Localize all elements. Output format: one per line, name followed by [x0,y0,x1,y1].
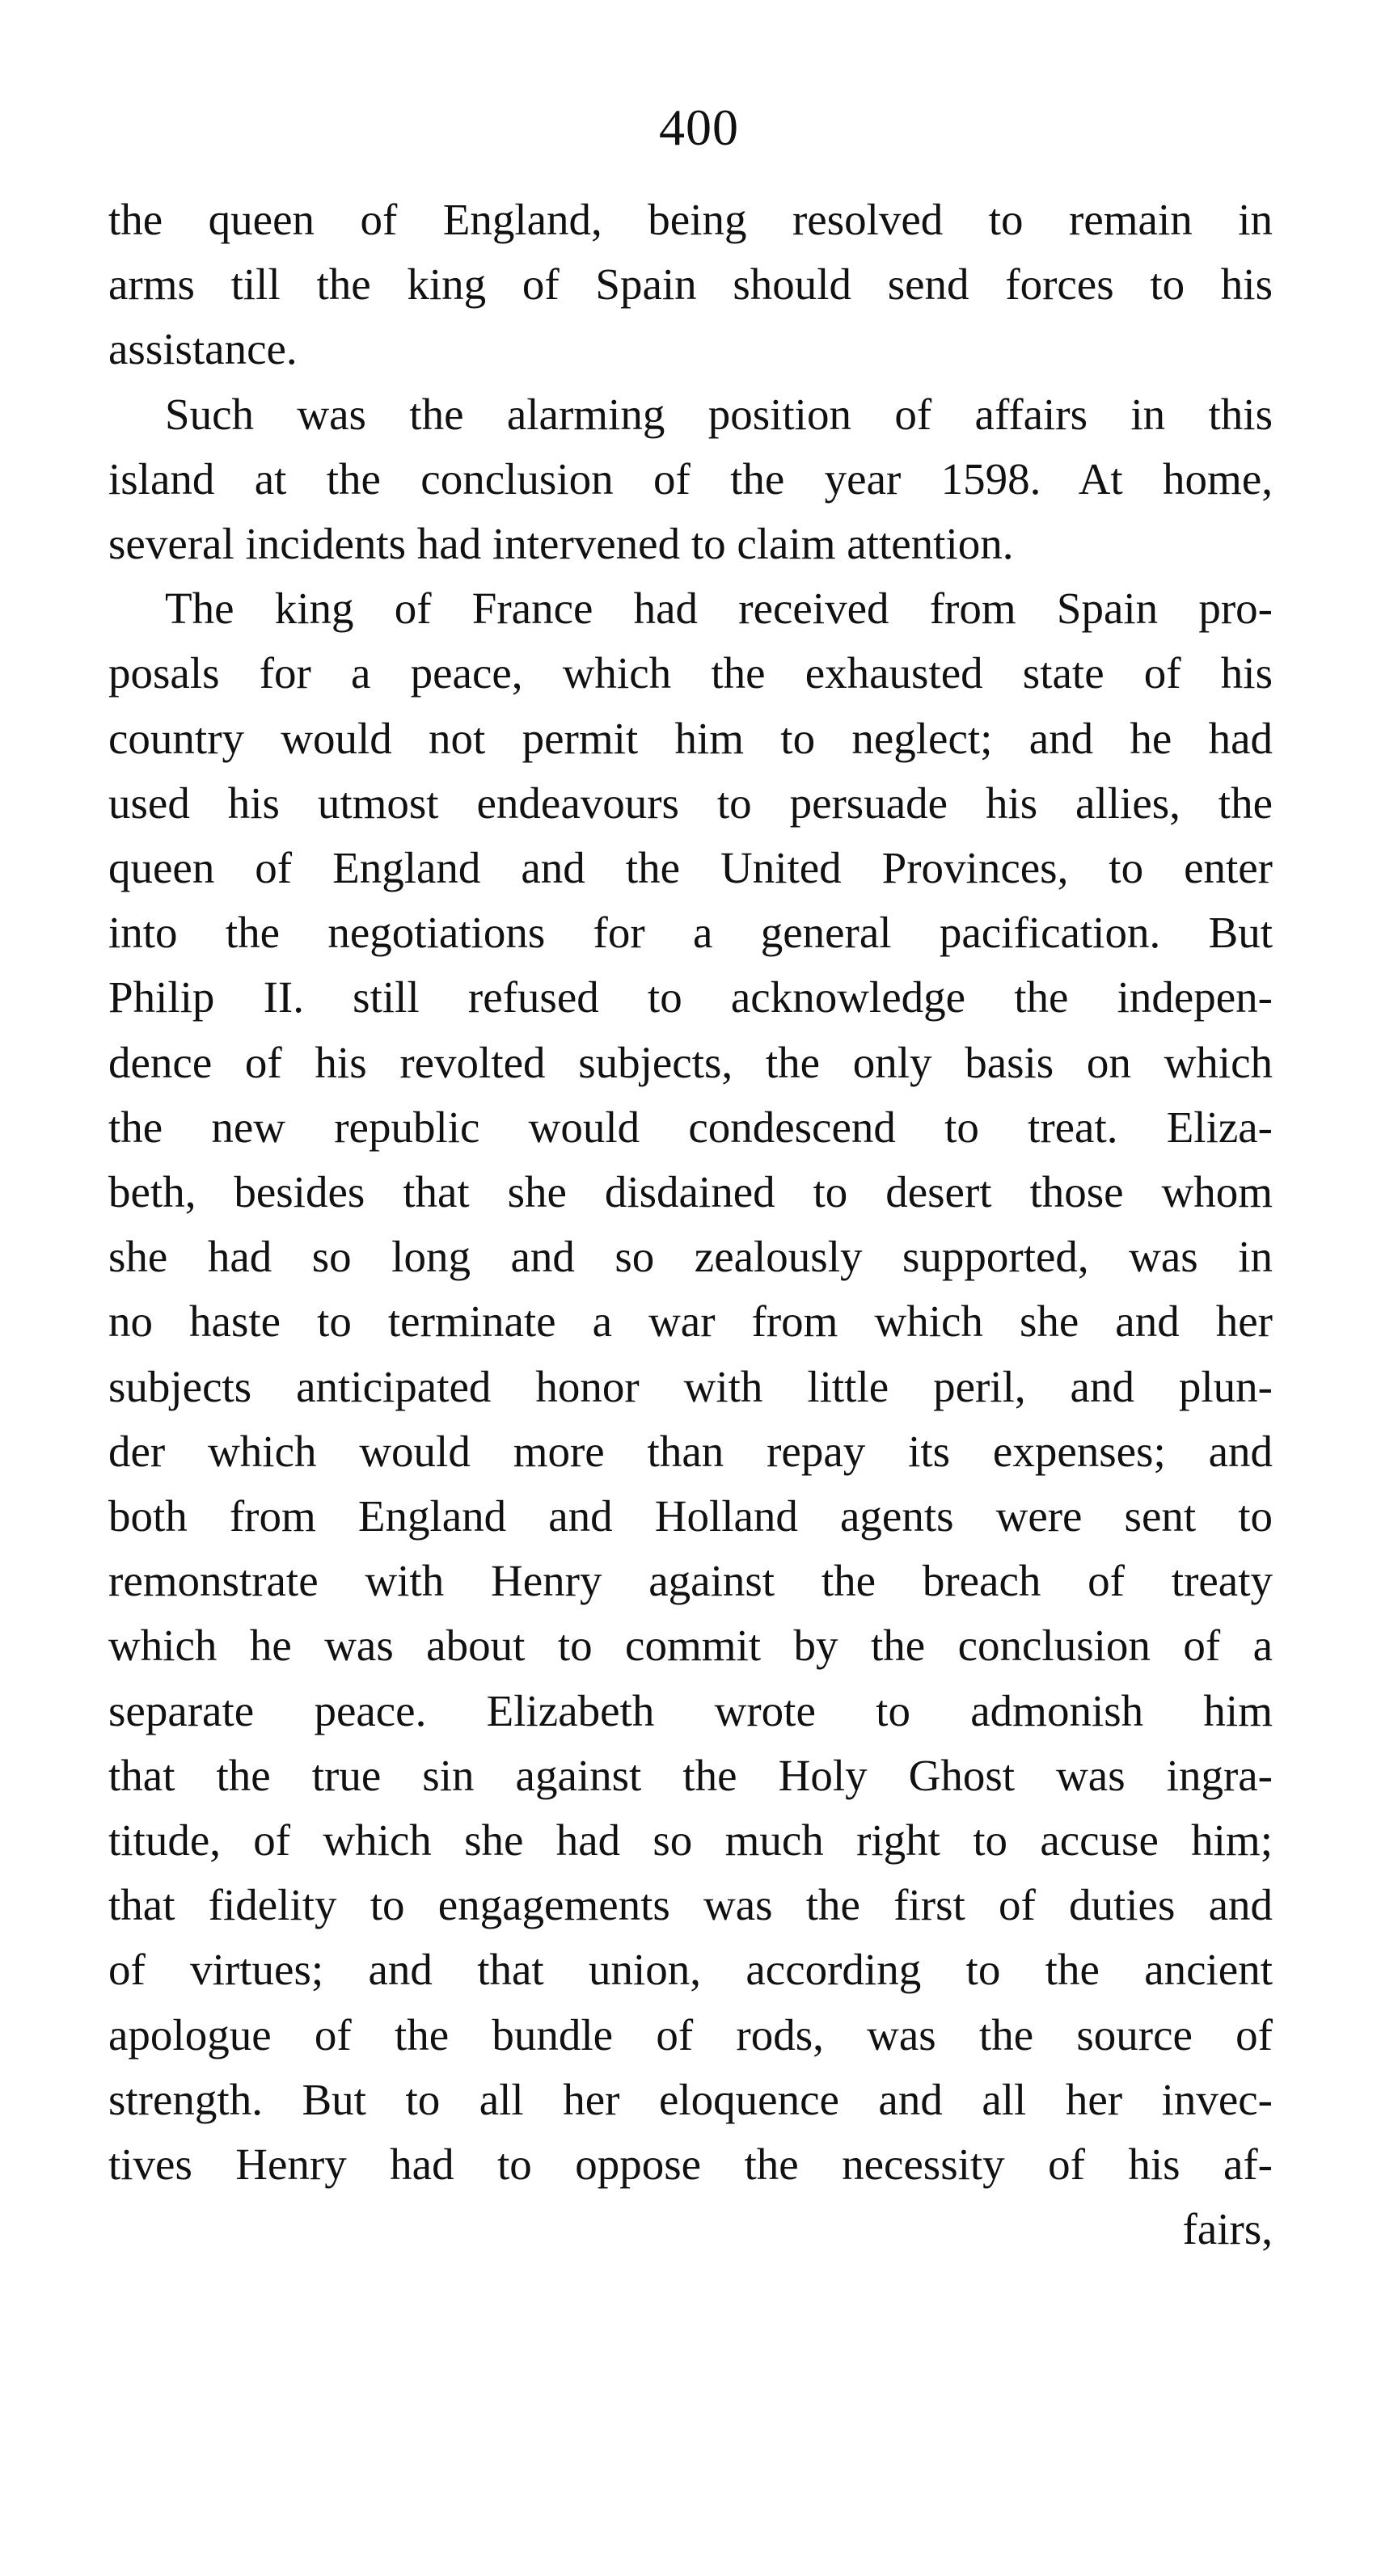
body-text [108,188,1273,2262]
text-line: remonstrate with Henry against the breach of treaty [108,1556,1273,1606]
text-line: beth, besides that she disdained to desert those whom [108,1167,1273,1217]
text-line: apologue of the bundle of rods, was the source of [108,2009,1273,2060]
text-line: titude, of which she had so much right to accuse him; [108,1815,1273,1866]
text-line: the new republic would condescend to treat. Eliza- [108,1102,1273,1152]
text-line: several incidents had intervened to claim attention. [108,519,1014,569]
text-line: that the true sin against the Holy Ghost was ingra- [108,1750,1273,1800]
text-line: tives Henry had to oppose the necessity of his af- [108,2140,1273,2190]
text-line: Such was the alarming position of affairs in this [165,389,1273,439]
text-line: assistance. [108,324,298,374]
text-line: which he was about to commit by the conclusion of a [108,1621,1273,1671]
paragraph [108,382,1273,577]
text-line: used his utmost endeavours to persuade his allies, the [108,778,1273,828]
text-line: The king of France had received from Spain pro- [165,584,1273,634]
text-line: posals for a peace, which the exhausted state of his [108,648,1273,698]
text-line: der which would more than repay its expenses; and [108,1426,1273,1476]
catchword: fairs, [1182,2204,1273,2254]
text-line: country would not permit him to neglect; and he had [108,713,1273,763]
page-number: 400 [659,99,739,156]
text-line: island at the conclusion of the year 1598. At home, [108,453,1273,504]
text-line: that fidelity to engagements was the first of duties and [108,1880,1273,1930]
paragraph [108,188,1273,382]
text-line: Philip II. still refused to acknowledge the indepen- [108,972,1273,1022]
text-line: queen of England and the United Provinces, to enter [108,843,1273,893]
text-line: into the negotiations for a general pacification. But [108,908,1273,958]
text-line: both from England and Holland agents were sent to [108,1491,1273,1541]
text-line: the queen of England, being resolved to remain in [108,195,1273,244]
text-line: subjects anticipated honor with little peril, and plun- [108,1361,1273,1411]
text-line: of virtues; and that union, according to the ancient [108,1945,1273,1995]
text-line: no haste to terminate a war from which she and her [108,1296,1273,1347]
text-line: she had so long and so zealously supported, was in [108,1232,1273,1282]
text-line: arms till the king of Spain should send forces to his [108,259,1273,310]
text-line: strength. But to all her eloquence and all her invec- [108,2074,1273,2124]
text-line: separate peace. Elizabeth wrote to admonish him [108,1685,1273,1735]
text-line: dence of his revolted subjects, the only basis on which [108,1037,1273,1087]
paragraph [108,576,1273,2197]
